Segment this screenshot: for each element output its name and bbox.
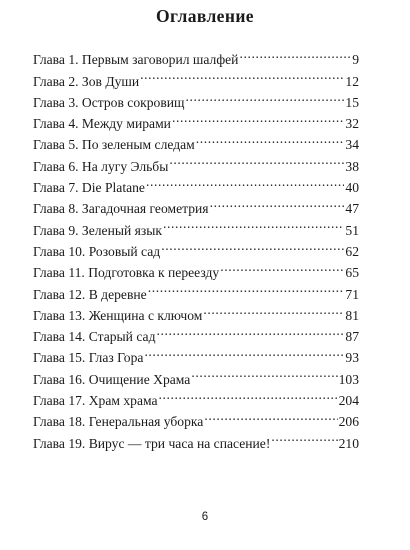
dot-leader [172,107,344,128]
toc-entry-label: Глава 1. Первым заговорил шалфей [33,52,239,68]
toc-entry[interactable] [33,43,359,68]
dot-leader [161,235,344,256]
toc-entry-page: 9 [352,52,359,68]
toc-entry-label: Глава 12. В деревне [33,286,147,302]
dot-leader [159,384,338,405]
dot-leader [196,128,345,149]
toc-entry-page: 71 [345,286,359,302]
dot-leader [203,299,344,320]
toc-entry-label: Глава 11. Подготовка к переезду [33,265,220,281]
toc-entry-page: 87 [345,329,359,345]
dot-leader [185,86,344,107]
dot-leader [191,362,337,383]
toc-entry-label: Глава 13. Женщина с ключом [33,307,203,323]
toc-entry-page: 65 [345,265,359,281]
toc-entry-page: 62 [345,243,359,259]
dot-leader [140,64,344,85]
dot-leader [148,277,345,298]
dot-leader [271,426,337,447]
toc-entry-label: Глава 4. Между мирами [33,116,171,132]
dot-leader [239,43,351,64]
toc-entry-page: 206 [338,414,359,430]
toc-entry-label: Глава 10. Розовый сад [33,243,161,259]
page-number: 6 [201,511,209,523]
toc-entry-page: 40 [345,180,359,196]
toc-entry-page: 210 [338,435,359,451]
toc-entry-page: 32 [345,116,359,132]
toc-entry-label: Глава 8. Загадочная геометрия [33,201,209,217]
toc-entry-label: Глава 3. Остров сокровищ [33,94,185,110]
toc-entry-page: 93 [345,350,359,366]
dot-leader [157,320,345,341]
toc-entry-label: Глава 18. Генеральная уборка [33,414,204,430]
toc-entry-page: 38 [345,158,359,174]
toc-entry-page: 51 [345,222,359,238]
toc-entry-label: Глава 14. Старый сад [33,329,156,345]
toc-entry-page: 204 [338,393,359,409]
dot-leader [220,256,344,277]
toc-entry-page: 81 [345,307,359,323]
toc-entry-label: Глава 5. По зеленым следам [33,137,195,153]
dot-leader [210,192,345,213]
toc-entry-page: 15 [345,94,359,110]
toc-entry-label: Глава 9. Зеленый язык [33,222,163,238]
dot-leader [144,341,344,362]
dot-leader [163,213,344,234]
toc-entry-page: 103 [338,371,359,387]
toc-entry-label: Глава 19. Вирус — три часа на спасение! [33,435,271,451]
toc-entry-page: 34 [345,137,359,153]
toc-title: Оглавление [156,6,254,26]
toc-entry-page: 12 [345,73,359,89]
toc-entry-label: Глава 6. На лугу Эльбы [33,158,169,174]
toc-entry-label: Глава 7. Die Platane [33,180,145,196]
toc-entry-label: Глава 16. Очищение Храма [33,371,191,387]
table-of-contents [33,43,359,451]
dot-leader [204,405,337,426]
dot-leader [146,171,344,192]
toc-entry-page: 47 [345,201,359,217]
toc-entry-label: Глава 2. Зов Души [33,73,140,89]
toc-entry-label: Глава 15. Глаз Гора [33,350,144,366]
toc-entry-label: Глава 17. Храм храма [33,393,158,409]
dot-leader [169,149,344,170]
